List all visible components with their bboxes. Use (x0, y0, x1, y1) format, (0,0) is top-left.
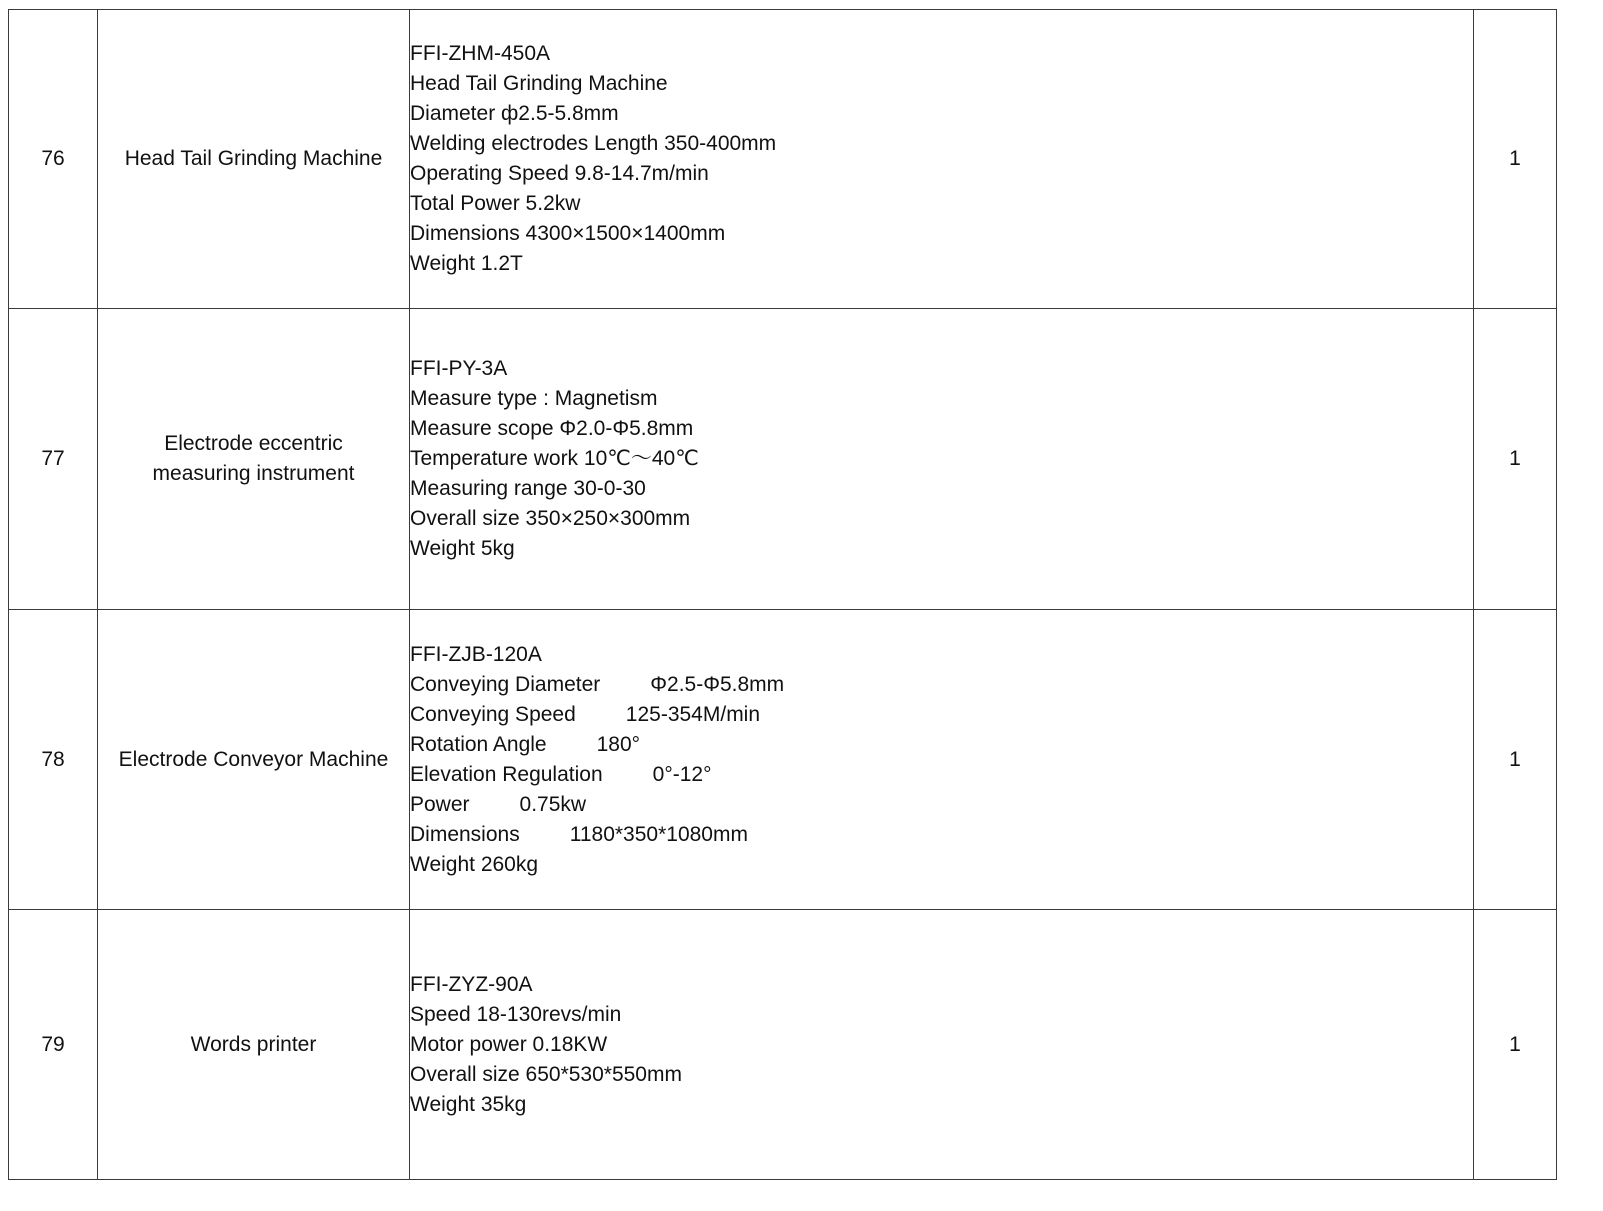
spec-value: Φ2.5-Φ5.8mm (650, 672, 785, 696)
spec-label: FFI-ZYZ-90A (410, 972, 533, 996)
spec-label: Head Tail Grinding Machine (410, 72, 668, 95)
spec-value: 0°-12° (652, 762, 712, 786)
spec-label: Overall size 350×250×300mm (410, 507, 691, 530)
table-row (9, 309, 1557, 610)
spec-label: Weight 35kg (410, 1092, 527, 1116)
item-quantity: 1 (1474, 910, 1557, 1180)
spec-line (410, 444, 1473, 474)
spec-line (410, 760, 1473, 790)
item-quantity: 1 (1474, 309, 1557, 610)
table-body (9, 10, 1557, 1180)
spec-label: Overall size 650*530*550mm (410, 1062, 682, 1086)
spec-label: Weight 1.2T (410, 252, 523, 275)
spec-line (410, 850, 1473, 880)
spec-line (410, 1060, 1473, 1090)
spec-line (410, 534, 1473, 564)
table-row (9, 910, 1557, 1180)
spec-label: Measure type : Magnetism (410, 387, 658, 410)
item-name (98, 610, 410, 910)
table-row (9, 10, 1557, 309)
spec-line (410, 730, 1473, 760)
spec-line (410, 504, 1473, 534)
item-name-line: Head Tail Grinding Machine (124, 147, 383, 170)
spec-label: FFI-ZHM-450A (410, 42, 551, 65)
spec-label: Conveying Speed (410, 702, 576, 726)
spec-line (410, 670, 1473, 700)
spec-value: 0.75kw (519, 792, 587, 816)
spec-label: Conveying Diameter (410, 672, 601, 696)
item-number: 76 (9, 10, 98, 309)
spec-value: 1180*350*1080mm (569, 822, 748, 846)
spec-label: Rotation Angle (410, 732, 547, 756)
item-name-line: Electrode Conveyor Machine (118, 747, 389, 771)
spec-label: Weight 260kg (410, 852, 539, 876)
item-specifications (410, 10, 1474, 309)
equipment-table (8, 9, 1557, 1180)
item-name (98, 910, 410, 1180)
spec-line (410, 159, 1473, 189)
item-name-line: Words printer (190, 1032, 317, 1056)
spec-value: 125-354M/min (625, 702, 761, 726)
item-number: 77 (9, 309, 98, 610)
spec-line (410, 354, 1473, 384)
spec-label: Speed 18-130revs/min (410, 1002, 622, 1026)
spec-line (410, 129, 1473, 159)
spec-label: Operating Speed 9.8-14.7m/min (410, 162, 709, 185)
spec-label: Power (410, 792, 470, 816)
spec-line (410, 384, 1473, 414)
spec-line (410, 219, 1473, 249)
spec-line (410, 474, 1473, 504)
spec-label: FFI-ZJB-120A (410, 642, 542, 666)
item-name (98, 309, 410, 610)
spec-label: Elevation Regulation (410, 762, 603, 786)
spec-label: Temperature work 10℃～40℃ (410, 447, 699, 470)
spec-label: Measure scope Φ2.0-Φ5.8mm (410, 417, 694, 440)
spec-label: Weight 5kg (410, 537, 515, 560)
table-row (9, 610, 1557, 910)
item-quantity: 1 (1474, 610, 1557, 910)
spec-label: Measuring range 30-0-30 (410, 477, 646, 500)
spec-label: Diameter ф2.5-5.8mm (410, 102, 619, 125)
spec-label: FFI-PY-3A (410, 357, 508, 380)
spec-line (410, 414, 1473, 444)
spec-line (410, 820, 1473, 850)
spec-line (410, 790, 1473, 820)
spec-label: Dimensions (410, 822, 520, 846)
item-specifications (410, 610, 1474, 910)
spec-label: Dimensions 4300×1500×1400mm (410, 222, 726, 245)
spec-line (410, 1090, 1473, 1120)
spec-label: Welding electrodes Length 350-400mm (410, 132, 777, 155)
spec-line (410, 39, 1473, 69)
spec-line (410, 640, 1473, 670)
item-number: 79 (9, 910, 98, 1180)
spec-line (410, 189, 1473, 219)
spec-label: Motor power 0.18KW (410, 1032, 608, 1056)
item-number: 78 (9, 610, 98, 910)
item-name-line: measuring instrument (152, 462, 355, 485)
spec-value: 180° (596, 732, 641, 756)
spec-label: Total Power 5.2kw (410, 192, 581, 215)
item-name (98, 10, 410, 309)
spec-line (410, 249, 1473, 279)
item-specifications (410, 309, 1474, 610)
spec-line (410, 1000, 1473, 1030)
item-name-line: Electrode eccentric (164, 432, 343, 455)
spec-line (410, 99, 1473, 129)
spec-line (410, 970, 1473, 1000)
spec-line (410, 1030, 1473, 1060)
spec-line (410, 69, 1473, 99)
item-quantity: 1 (1474, 10, 1557, 309)
spec-line (410, 700, 1473, 730)
item-specifications (410, 910, 1474, 1180)
